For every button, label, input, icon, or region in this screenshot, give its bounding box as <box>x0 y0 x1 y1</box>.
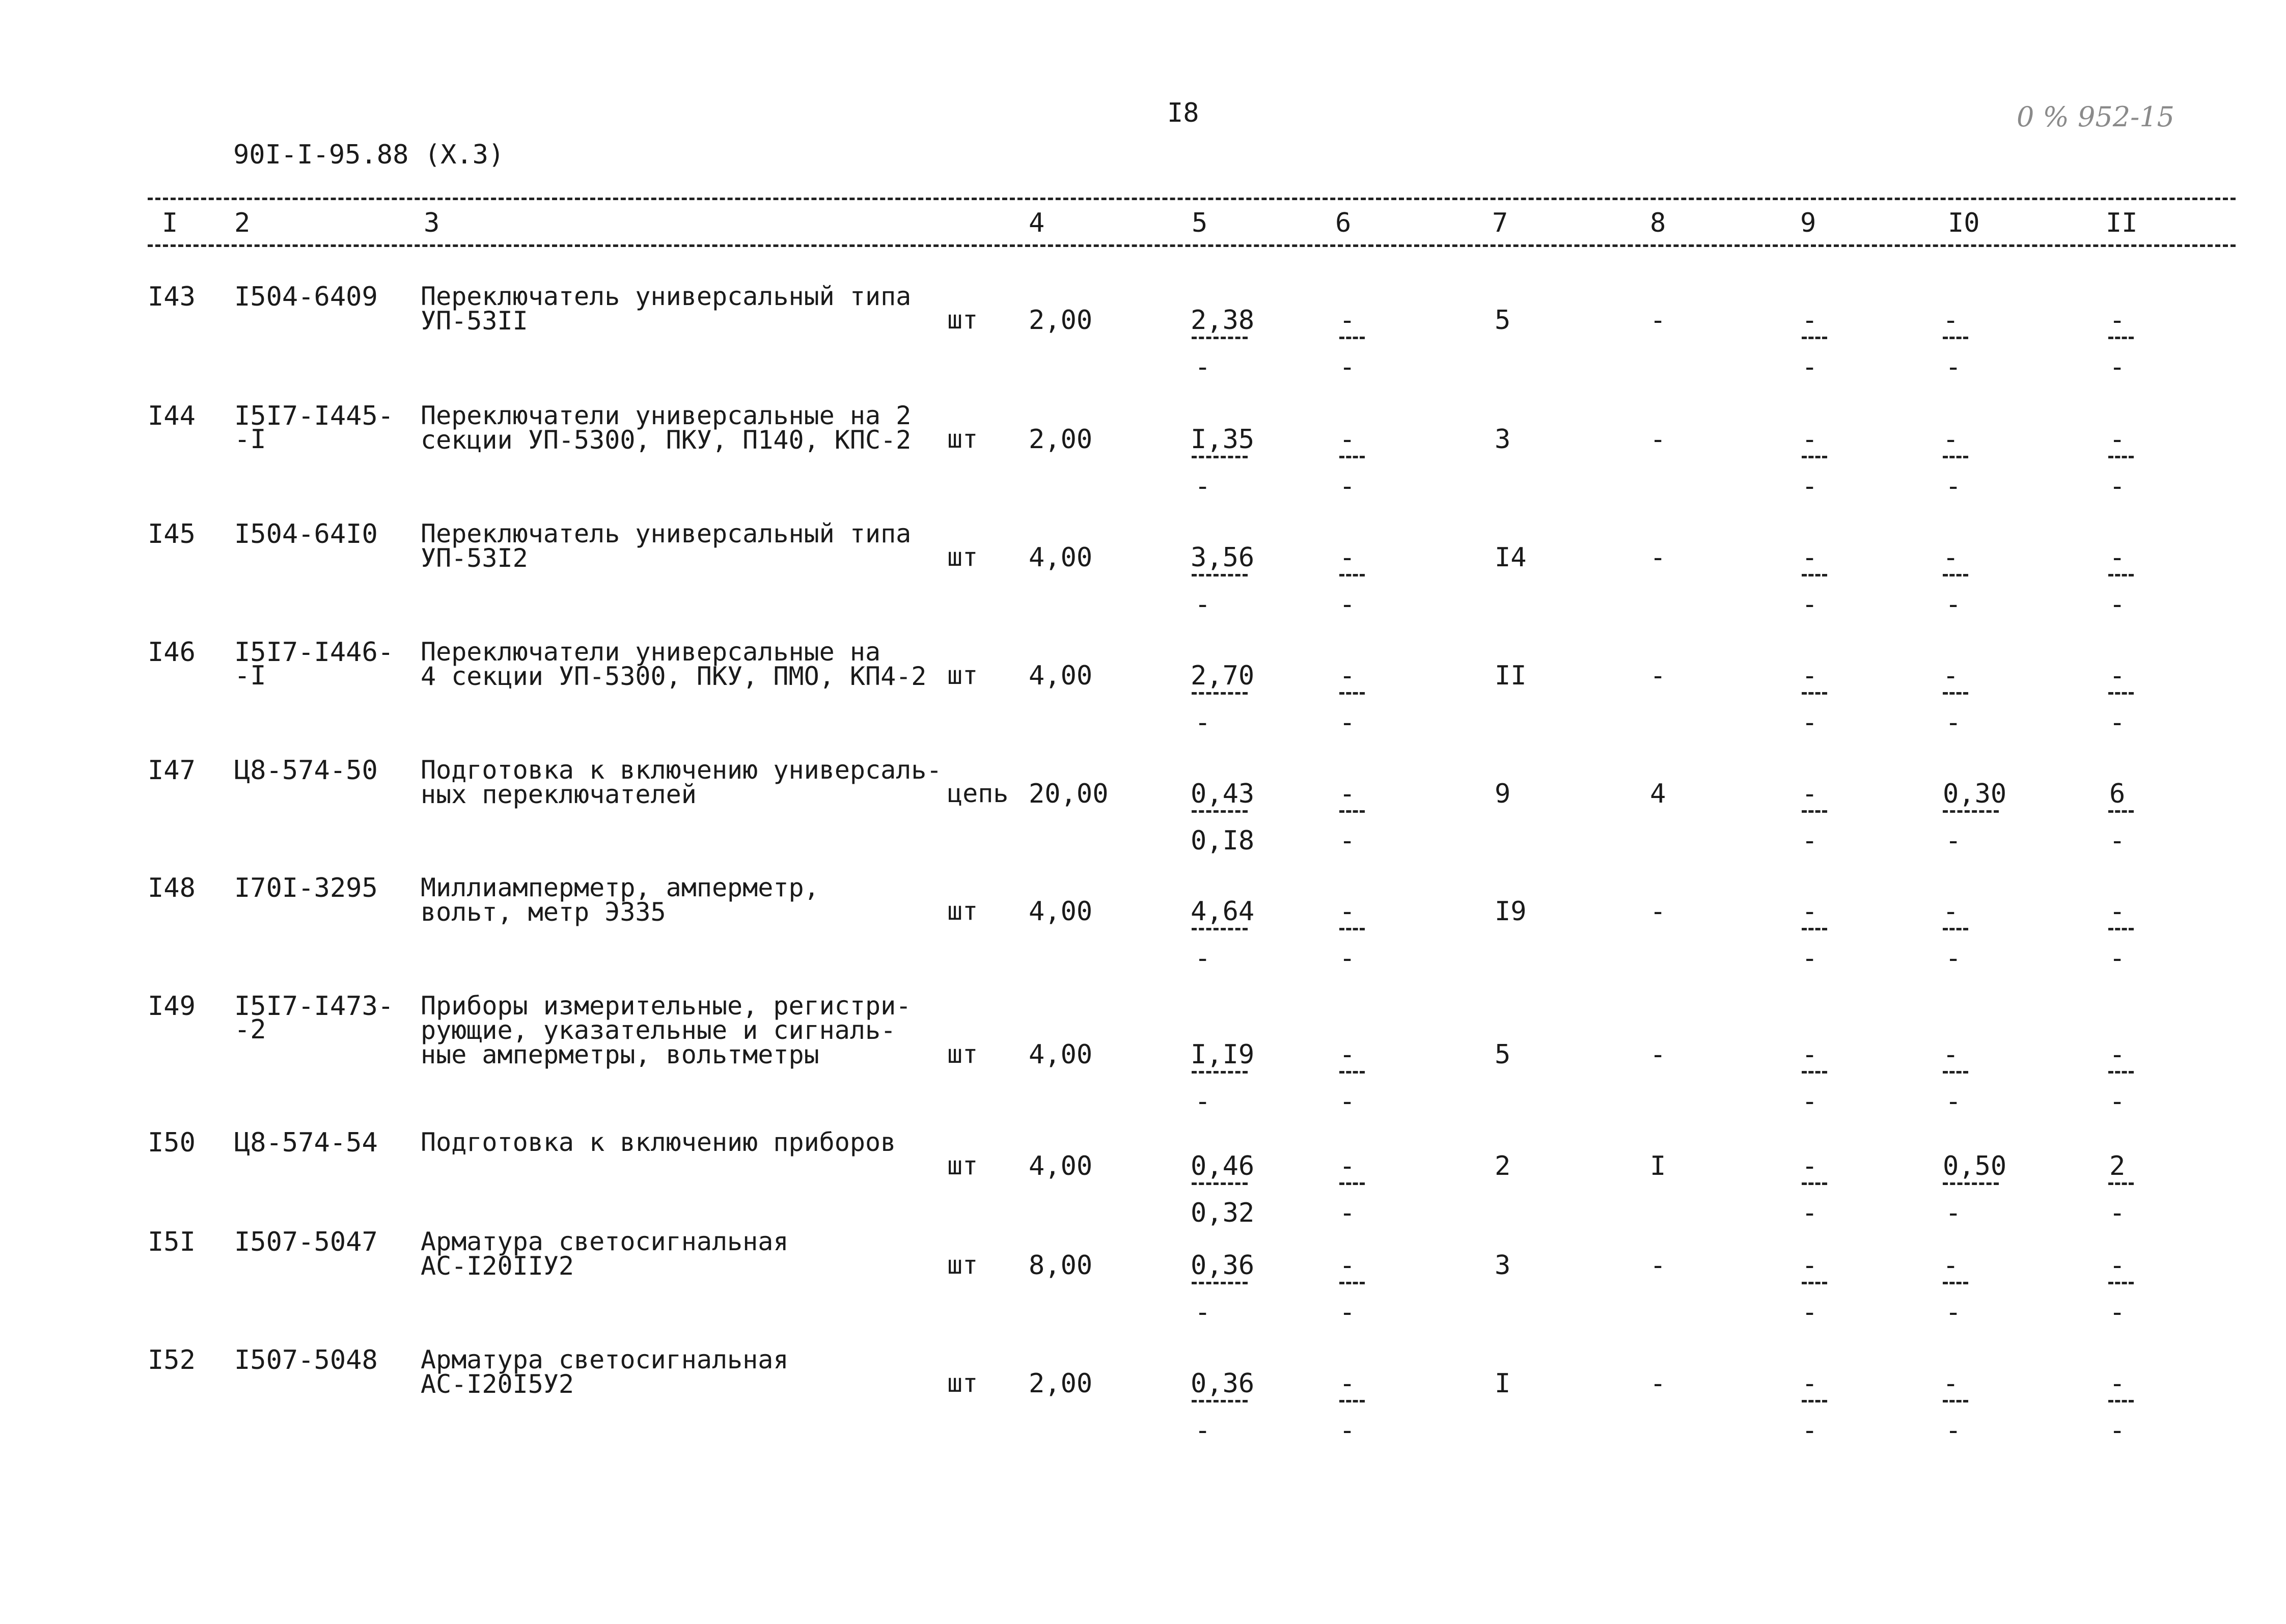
col11-value: - <box>2109 896 2126 927</box>
fraction-line <box>1943 928 1968 930</box>
col10-sub-value: - <box>1945 943 1962 974</box>
col8-value: - <box>1650 660 1666 691</box>
fraction-line <box>1802 1071 1827 1074</box>
item-description: 4 секции УП-5300, ПКУ, ПМО, КП4-2 <box>421 662 927 691</box>
fraction-line <box>1802 574 1827 576</box>
unit: шт <box>947 896 978 926</box>
fraction-line <box>2108 574 2134 576</box>
fraction-line <box>1802 928 1827 930</box>
item-code: -I <box>234 660 266 691</box>
row-number: I46 <box>148 637 196 668</box>
item-description: Приборы измерительные, регистри- <box>421 991 912 1021</box>
item-code: -2 <box>234 1014 266 1045</box>
item-code: I5I7-I445- <box>234 401 394 431</box>
item-code: -I <box>234 424 266 455</box>
col11-sub-value: - <box>2109 707 2126 738</box>
item-description: Арматура светосигнальная <box>421 1345 789 1374</box>
page-number: I8 <box>1167 98 1199 128</box>
col10-value: - <box>1943 542 1959 573</box>
col7-value: 9 <box>1495 779 1511 809</box>
fraction-line <box>1339 1071 1365 1074</box>
col5-value: I,I9 <box>1191 1039 1255 1070</box>
fraction-line <box>1802 337 1827 339</box>
col7-value: I4 <box>1495 542 1527 573</box>
col6-value: - <box>1339 1039 1356 1070</box>
col11-sub-value: - <box>2109 943 2126 974</box>
col6-value: - <box>1339 660 1356 691</box>
item-code: Ц8-574-50 <box>234 755 378 786</box>
col10-sub-value: - <box>1945 589 1962 620</box>
row-number: I45 <box>148 519 196 549</box>
col9-value: - <box>1802 1368 1818 1399</box>
col7-value: 3 <box>1495 424 1511 455</box>
col9-value: - <box>1802 424 1818 455</box>
quantity: 4,00 <box>1029 660 1093 691</box>
col9-sub-value: - <box>1802 1415 1818 1446</box>
col6-sub-value: - <box>1339 943 1356 974</box>
col6-sub-value: - <box>1339 471 1356 502</box>
fraction-line <box>1802 456 1827 458</box>
fraction-line <box>1192 692 1248 695</box>
item-code: I5I7-I446- <box>234 637 394 668</box>
col6-value: - <box>1339 779 1356 809</box>
col6-sub-value: - <box>1339 1086 1356 1117</box>
col10-sub-value: - <box>1945 1086 1962 1117</box>
fraction-line <box>1339 928 1365 930</box>
col9-value: - <box>1802 779 1818 809</box>
col9-sub-value: - <box>1802 589 1818 620</box>
col10-sub-value: - <box>1945 1297 1962 1328</box>
fraction-line <box>1943 574 1968 576</box>
col9-sub-value: - <box>1802 943 1818 974</box>
quantity: 2,00 <box>1029 305 1093 336</box>
col5-value: 2,70 <box>1191 660 1255 691</box>
col6-sub-value: - <box>1339 825 1356 856</box>
fraction-line <box>2108 1182 2134 1185</box>
item-description: АС-I20I5У2 <box>421 1369 574 1399</box>
fraction-line <box>2108 928 2134 930</box>
col6-value: - <box>1339 896 1356 927</box>
fraction-line <box>1943 456 1968 458</box>
fraction-line <box>1802 1182 1827 1185</box>
item-description: рующие, указательные и сигналь- <box>421 1015 896 1045</box>
fraction-line <box>1943 1071 1968 1074</box>
item-description: Подготовка к включению приборов <box>421 1127 896 1157</box>
fraction-line <box>1943 1282 1968 1284</box>
fraction-line <box>1192 456 1248 458</box>
fraction-line <box>1802 1282 1827 1284</box>
col11-value: - <box>2109 1368 2126 1399</box>
column-header: 7 <box>1492 208 1508 238</box>
handwritten-stamp: 0 % 952-15 <box>2017 101 2175 133</box>
row-number: I44 <box>148 401 196 431</box>
unit: шт <box>947 660 978 690</box>
col10-value: - <box>1943 1039 1959 1070</box>
column-header: 6 <box>1335 208 1352 238</box>
col5-value: 0,43 <box>1191 779 1255 809</box>
col9-value: - <box>1802 1151 1818 1181</box>
col11-value: - <box>2109 1250 2126 1281</box>
item-description: Арматура светосигнальная <box>421 1227 789 1256</box>
item-code: Ц8-574-54 <box>234 1127 378 1158</box>
col11-sub-value: - <box>2109 471 2126 502</box>
col6-sub-value: - <box>1339 707 1356 738</box>
col11-value: 6 <box>2109 779 2126 809</box>
col9-sub-value: - <box>1802 471 1818 502</box>
fraction-line <box>2108 692 2134 695</box>
col8-value: - <box>1650 1039 1666 1070</box>
unit: шт <box>947 1151 978 1180</box>
item-code: I504-64I0 <box>234 519 378 549</box>
col9-sub-value: - <box>1802 352 1818 382</box>
fraction-line <box>1192 1282 1248 1284</box>
fraction-line <box>1192 1071 1248 1074</box>
quantity: 20,00 <box>1029 779 1109 809</box>
column-header: 8 <box>1650 208 1666 238</box>
col10-value: - <box>1943 660 1959 691</box>
item-description: ных переключателей <box>421 780 697 809</box>
fraction-line <box>1192 810 1248 813</box>
col5-value: 0,36 <box>1191 1368 1255 1399</box>
col8-value: - <box>1650 424 1666 455</box>
col11-sub-value: - <box>2109 1415 2126 1446</box>
fraction-line <box>1192 928 1248 930</box>
col10-sub-value: - <box>1945 352 1962 382</box>
col11-sub-value: - <box>2109 1198 2126 1228</box>
row-number: I48 <box>148 873 196 903</box>
fraction-line <box>1943 1400 1968 1402</box>
column-header: I0 <box>1948 208 1980 238</box>
unit: шт <box>947 305 978 335</box>
col6-value: - <box>1339 542 1356 573</box>
quantity: 8,00 <box>1029 1250 1093 1281</box>
col6-value: - <box>1339 305 1356 336</box>
col6-value: - <box>1339 1250 1356 1281</box>
header-rule-top <box>148 198 2236 200</box>
item-description: Миллиамперметр, амперметр, <box>421 873 819 902</box>
col6-value: - <box>1339 1151 1356 1181</box>
col10-value: - <box>1943 896 1959 927</box>
quantity: 2,00 <box>1029 1368 1093 1399</box>
fraction-line <box>1339 1400 1365 1402</box>
unit: шт <box>947 542 978 572</box>
item-description: УП-53I2 <box>421 543 528 573</box>
unit: шт <box>947 1039 978 1069</box>
row-number: I50 <box>148 1127 196 1158</box>
item-description: Подготовка к включению универсаль- <box>421 755 942 785</box>
unit: шт <box>947 1250 978 1280</box>
fraction-line <box>1802 1400 1827 1402</box>
col5-sub-value: - <box>1195 471 1211 502</box>
fraction-line <box>1943 692 1968 695</box>
col7-value: II <box>1495 660 1527 691</box>
row-number: I43 <box>148 282 196 312</box>
col5-sub-value: - <box>1195 1297 1211 1328</box>
col5-value: 4,64 <box>1191 896 1255 927</box>
fraction-line <box>2108 456 2134 458</box>
col9-value: - <box>1802 542 1818 573</box>
col11-value: - <box>2109 424 2126 455</box>
col11-value: - <box>2109 1039 2126 1070</box>
col6-value: - <box>1339 1368 1356 1399</box>
col7-value: 2 <box>1495 1151 1511 1181</box>
col6-sub-value: - <box>1339 1297 1356 1328</box>
col9-value: - <box>1802 660 1818 691</box>
item-description: вольт, метр Э335 <box>421 897 666 927</box>
col8-value: 4 <box>1650 779 1666 809</box>
fraction-line <box>1192 574 1248 576</box>
col5-sub-value: - <box>1195 352 1211 382</box>
row-number: I49 <box>148 991 196 1022</box>
col11-sub-value: - <box>2109 1297 2126 1328</box>
col8-value: - <box>1650 1250 1666 1281</box>
row-number: I52 <box>148 1345 196 1375</box>
col7-value: I9 <box>1495 896 1527 927</box>
col5-value: 2,38 <box>1191 305 1255 336</box>
col9-value: - <box>1802 896 1818 927</box>
row-number: I47 <box>148 755 196 786</box>
col8-value: - <box>1650 542 1666 573</box>
col5-value: I,35 <box>1191 424 1255 455</box>
col6-sub-value: - <box>1339 1198 1356 1228</box>
col11-value: - <box>2109 542 2126 573</box>
col5-value: 3,56 <box>1191 542 1255 573</box>
fraction-line <box>1192 1182 1248 1185</box>
col5-sub-value: - <box>1195 943 1211 974</box>
col7-value: 5 <box>1495 305 1511 336</box>
col5-sub-value: - <box>1195 1415 1211 1446</box>
fraction-line <box>1339 1182 1365 1185</box>
fraction-line <box>1339 810 1365 813</box>
fraction-line <box>1802 692 1827 695</box>
col10-sub-value: - <box>1945 707 1962 738</box>
col9-sub-value: - <box>1802 707 1818 738</box>
fraction-line <box>1943 337 1968 339</box>
item-code: I504-6409 <box>234 282 378 312</box>
col9-sub-value: - <box>1802 1198 1818 1228</box>
fraction-line <box>2108 337 2134 339</box>
col5-value: 0,46 <box>1191 1151 1255 1181</box>
col9-value: - <box>1802 1250 1818 1281</box>
column-header: 3 <box>424 208 440 238</box>
col9-sub-value: - <box>1802 1297 1818 1328</box>
item-description: секции УП-5300, ПКУ, П140, КПС-2 <box>421 425 912 455</box>
quantity: 4,00 <box>1029 896 1093 927</box>
col10-value: 0,30 <box>1943 779 2007 809</box>
col10-value: - <box>1943 305 1959 336</box>
item-description: Переключатели универсальные на 2 <box>421 401 912 430</box>
col7-value: 3 <box>1495 1250 1511 1281</box>
col7-value: 5 <box>1495 1039 1511 1070</box>
column-header: I <box>162 208 178 238</box>
unit: шт <box>947 1368 978 1398</box>
column-header: 2 <box>234 208 251 238</box>
col5-value: 0,36 <box>1191 1250 1255 1281</box>
col5-sub-value: - <box>1195 1086 1211 1117</box>
fraction-line <box>1943 810 1999 813</box>
col10-value: - <box>1943 1250 1959 1281</box>
col10-sub-value: - <box>1945 471 1962 502</box>
col5-sub-value: - <box>1195 589 1211 620</box>
col8-value: - <box>1650 896 1666 927</box>
col10-value: - <box>1943 424 1959 455</box>
col11-sub-value: - <box>2109 352 2126 382</box>
item-code: I5I7-I473- <box>234 991 394 1022</box>
fraction-line <box>1339 574 1365 576</box>
col11-sub-value: - <box>2109 589 2126 620</box>
col10-sub-value: - <box>1945 1198 1962 1228</box>
fraction-line <box>1339 1282 1365 1284</box>
col11-value: - <box>2109 305 2126 336</box>
fraction-line <box>1339 692 1365 695</box>
item-description: УП-53II <box>421 306 528 336</box>
col6-sub-value: - <box>1339 589 1356 620</box>
col10-value: - <box>1943 1368 1959 1399</box>
column-header: II <box>2106 208 2138 238</box>
column-header: 9 <box>1800 208 1816 238</box>
item-description: Переключатель универсальный типа <box>421 519 912 548</box>
row-number: I5I <box>148 1227 196 1257</box>
item-description: Переключатель универсальный типа <box>421 282 912 311</box>
col9-value: - <box>1802 1039 1818 1070</box>
item-code: I507-5048 <box>234 1345 378 1375</box>
col11-value: - <box>2109 660 2126 691</box>
col9-value: - <box>1802 305 1818 336</box>
item-description: Переключатели универсальные на <box>421 637 881 667</box>
col8-value: - <box>1650 305 1666 336</box>
quantity: 2,00 <box>1029 424 1093 455</box>
col9-sub-value: - <box>1802 825 1818 856</box>
col9-sub-value: - <box>1802 1086 1818 1117</box>
col10-value: 0,50 <box>1943 1151 2007 1181</box>
col10-sub-value: - <box>1945 825 1962 856</box>
column-header: 5 <box>1192 208 1208 238</box>
col11-sub-value: - <box>2109 1086 2126 1117</box>
fraction-line <box>2108 1282 2134 1284</box>
col8-value: - <box>1650 1368 1666 1399</box>
col8-value: I <box>1650 1151 1666 1181</box>
fraction-line <box>2108 1400 2134 1402</box>
col5-sub-value: - <box>1195 707 1211 738</box>
unit: цепь <box>947 779 1009 808</box>
quantity: 4,00 <box>1029 542 1093 573</box>
item-code: I70I-3295 <box>234 873 378 903</box>
fraction-line <box>1192 337 1248 339</box>
item-description: ные амперметры, вольтметры <box>421 1040 819 1069</box>
col5-sub-value: 0,I8 <box>1191 825 1255 856</box>
col11-sub-value: - <box>2109 825 2126 856</box>
col11-value: 2 <box>2109 1151 2126 1181</box>
col6-sub-value: - <box>1339 1415 1356 1446</box>
item-code: I507-5047 <box>234 1227 378 1257</box>
col6-sub-value: - <box>1339 352 1356 382</box>
fraction-line <box>1339 456 1365 458</box>
fraction-line <box>2108 1071 2134 1074</box>
column-header: 4 <box>1029 208 1045 238</box>
quantity: 4,00 <box>1029 1039 1093 1070</box>
fraction-line <box>1802 810 1827 813</box>
unit: шт <box>947 424 978 454</box>
item-description: АС-I20IIУ2 <box>421 1251 574 1281</box>
fraction-line <box>2108 810 2134 813</box>
fraction-line <box>1943 1182 1999 1185</box>
col7-value: I <box>1495 1368 1511 1399</box>
fraction-line <box>1339 337 1365 339</box>
col5-sub-value: 0,32 <box>1191 1198 1255 1228</box>
document-code: 90I-I-95.88 (X.3) <box>233 140 505 170</box>
col10-sub-value: - <box>1945 1415 1962 1446</box>
header-rule-bottom <box>148 244 2236 247</box>
col6-value: - <box>1339 424 1356 455</box>
quantity: 4,00 <box>1029 1151 1093 1181</box>
fraction-line <box>1192 1400 1248 1402</box>
